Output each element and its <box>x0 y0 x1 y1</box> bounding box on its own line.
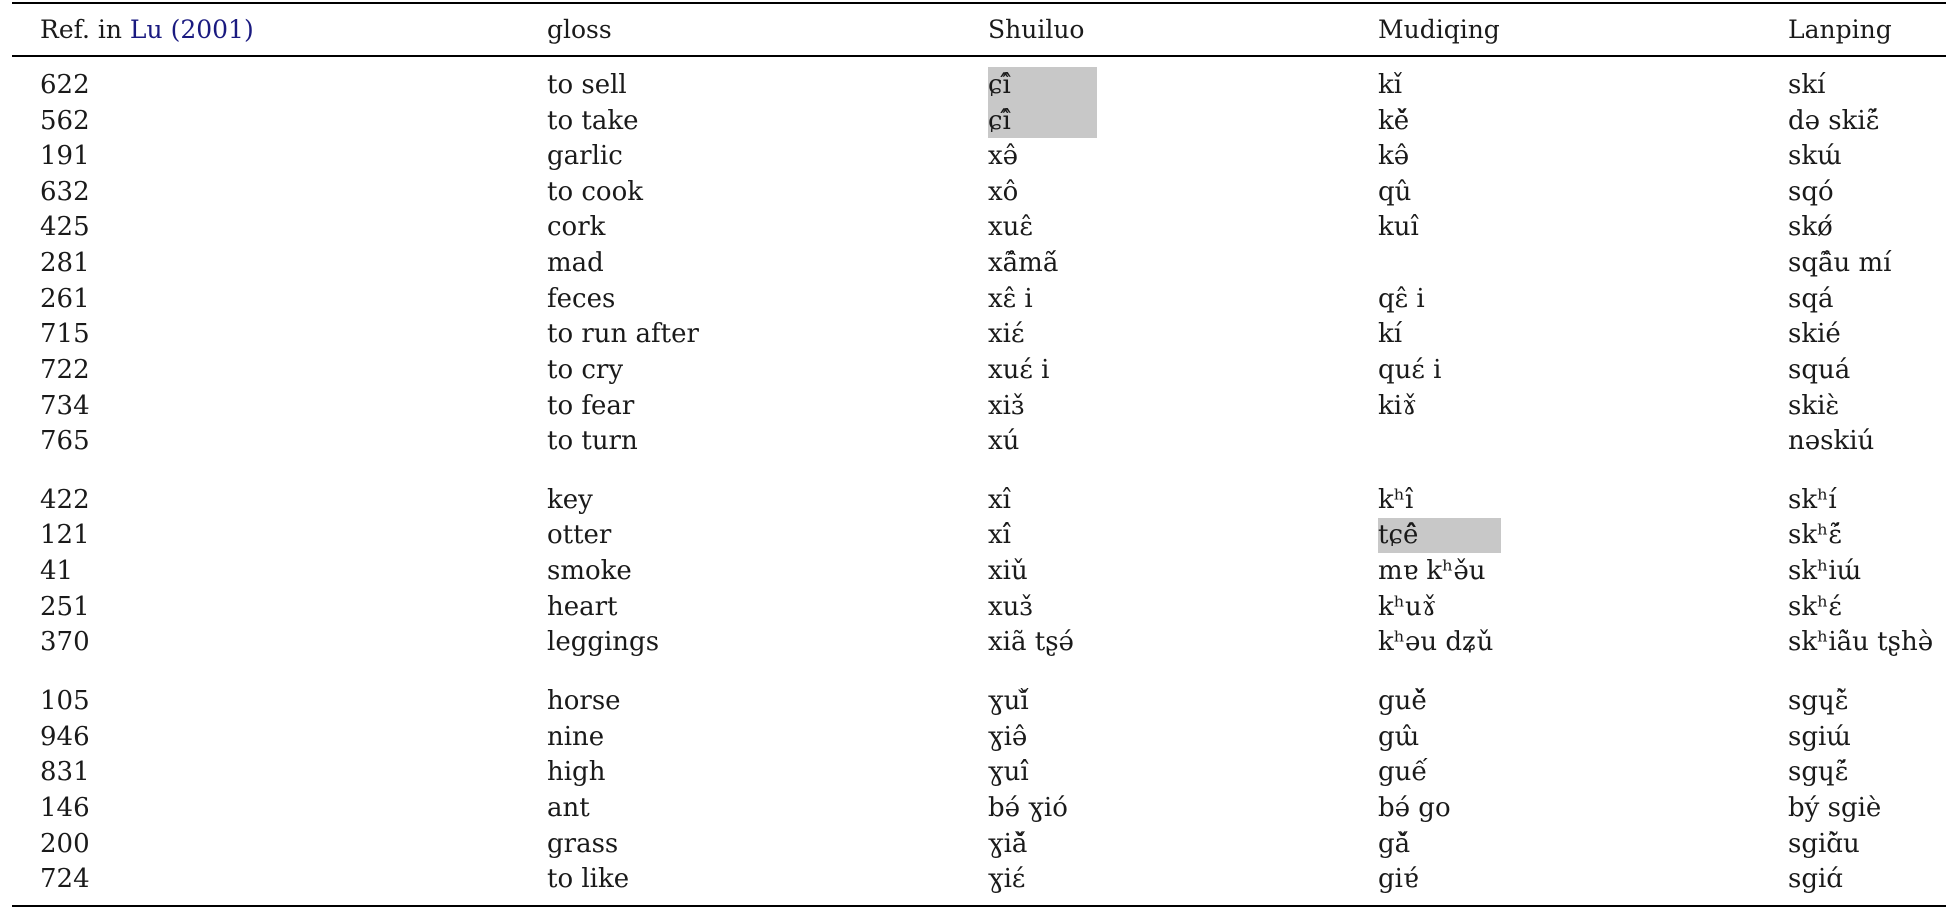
citation-link[interactable]: Lu (2001) <box>129 15 254 44</box>
cell-mudiqing: mɐ kʰə̌u <box>1378 556 1486 586</box>
cell-lanping: skié <box>1788 319 1841 349</box>
cell-lanping: də skiɛ̃́ <box>1788 106 1880 136</box>
cell-lanping: sqá <box>1788 284 1834 314</box>
table-row <box>12 316 1946 352</box>
cell-ref: 831 <box>40 757 90 787</box>
table-row <box>12 861 1946 897</box>
cell-ref: 632 <box>40 177 90 207</box>
table-row <box>12 281 1946 317</box>
cell-lanping: skiɛ̀ <box>1788 391 1839 421</box>
cell-mudiqing: tɕê̂ <box>1378 520 1419 550</box>
table-row <box>12 352 1946 388</box>
cell-mudiqing: gɯ̂ <box>1378 722 1420 752</box>
cell-shuiluo: xî́ <box>988 520 1011 550</box>
cell-shuiluo: xiã tʂə́ <box>988 627 1074 657</box>
cell-lanping: sgɥɛ̃̀ <box>1788 686 1849 716</box>
cell-gloss: to cook <box>547 177 643 207</box>
cell-ref: 105 <box>40 686 90 716</box>
cell-mudiqing: qɛ̂ i <box>1378 284 1425 314</box>
cell-mudiqing: guě̌ <box>1378 686 1427 716</box>
cell-ref: 281 <box>40 248 90 278</box>
cell-shuiluo: ɣiɛ́ <box>988 864 1026 894</box>
cell-mudiqing: kə̂ <box>1378 141 1410 171</box>
cell-shuiluo: ɕî̂ <box>988 70 1011 100</box>
cell-shuiluo: xuɛ́ i <box>988 355 1050 385</box>
cell-mudiqing: quɛ́ i <box>1378 355 1442 385</box>
cell-ref: 622 <box>40 70 90 100</box>
table-row <box>12 683 1946 719</box>
table-row <box>12 423 1946 459</box>
cell-lanping: skǿ <box>1788 212 1833 242</box>
cell-mudiqing: kǐ <box>1378 70 1403 100</box>
cell-shuiluo: xuɜ̌ <box>988 592 1033 622</box>
cell-shuiluo: xô <box>988 177 1019 207</box>
cell-lanping: sgiɯ́ <box>1788 722 1851 752</box>
cell-ref: 200 <box>40 829 90 859</box>
cell-mudiqing: kě̌ <box>1378 106 1410 136</box>
cell-shuiluo: xiǔ <box>988 556 1028 586</box>
cell-gloss: to like <box>547 864 630 894</box>
cell-gloss: leggings <box>547 627 660 657</box>
table-header-row <box>12 12 1946 48</box>
header-lanping: Lanping <box>1788 15 1892 44</box>
cell-shuiluo: xiɜ̌ <box>988 391 1025 421</box>
table-row <box>12 209 1946 245</box>
cell-gloss: ant <box>547 793 590 823</box>
cell-lanping: skʰiɯ́ <box>1788 556 1862 586</box>
table-row <box>12 388 1946 424</box>
cell-mudiqing: kʰî <box>1378 485 1414 515</box>
cell-lanping: squá <box>1788 355 1851 385</box>
cell-gloss: feces <box>547 284 616 314</box>
cell-ref: 251 <box>40 592 90 622</box>
table-header-rule <box>12 55 1946 57</box>
cell-gloss: heart <box>547 592 618 622</box>
table-row <box>12 138 1946 174</box>
table-row <box>12 754 1946 790</box>
cell-gloss: horse <box>547 686 621 716</box>
cell-gloss: high <box>547 757 606 787</box>
cell-gloss: to turn <box>547 426 638 456</box>
header-shuiluo: Shuiluo <box>988 15 1085 44</box>
cell-lanping: sgiɑ́ <box>1788 864 1843 894</box>
cell-shuiluo: bə́ ɣió <box>988 793 1068 823</box>
header-ref-prefix: Ref. in <box>40 15 130 44</box>
cell-ref: 765 <box>40 426 90 456</box>
table-bottom-rule <box>12 905 1946 907</box>
cell-shuiluo: ɣuǐ̌ <box>988 686 1029 716</box>
table-row <box>12 67 1946 103</box>
cell-ref: 946 <box>40 722 90 752</box>
cell-ref: 121 <box>40 520 90 550</box>
cell-ref: 422 <box>40 485 90 515</box>
header-mudiqing: Mudiqing <box>1378 15 1500 44</box>
cell-mudiqing: kuî <box>1378 212 1419 242</box>
cell-lanping: skʰiã̀u tʂhə̀ <box>1788 627 1934 657</box>
cell-lanping: sgiɑ̃̀u <box>1788 829 1860 859</box>
cell-gloss: to take <box>547 106 639 136</box>
cell-ref: 425 <box>40 212 90 242</box>
cell-mudiqing: kʰuɤ̌ <box>1378 592 1437 622</box>
cell-lanping: skʰɛ́ <box>1788 592 1842 622</box>
cell-lanping: skí <box>1788 70 1826 100</box>
table-row <box>12 826 1946 862</box>
header-ref <box>40 12 254 48</box>
cell-shuiluo: xuɛ̂ <box>988 212 1033 242</box>
cell-shuiluo: xã̂mã́ <box>988 248 1059 278</box>
cell-ref: 41 <box>40 556 74 586</box>
cell-shuiluo: xɛ̂ i <box>988 284 1033 314</box>
cell-shuiluo: xú <box>988 426 1020 456</box>
cell-shuiluo: xə̂ <box>988 141 1019 171</box>
cell-shuiluo: xî <box>988 485 1011 515</box>
cell-lanping: bý sgiè <box>1788 793 1882 823</box>
cell-mudiqing: kí <box>1378 319 1403 349</box>
table-row <box>12 719 1946 755</box>
header-gloss: gloss <box>547 15 612 44</box>
cell-gloss: smoke <box>547 556 632 586</box>
cell-ref: 370 <box>40 627 90 657</box>
cell-mudiqing: bə́ go <box>1378 793 1451 823</box>
cell-lanping: nəskiú <box>1788 426 1875 456</box>
table-row <box>12 482 1946 518</box>
cell-shuiluo: ɣiə̂ <box>988 722 1028 752</box>
table-row <box>12 790 1946 826</box>
table-top-rule <box>12 2 1946 4</box>
cell-shuiluo: ɣiǎ̌ <box>988 829 1028 859</box>
cell-gloss: mad <box>547 248 604 278</box>
cell-gloss: otter <box>547 520 612 550</box>
cell-mudiqing: gǎ̌ <box>1378 829 1411 859</box>
cell-lanping: sqó <box>1788 177 1834 207</box>
cell-gloss: garlic <box>547 141 623 171</box>
cell-gloss: cork <box>547 212 606 242</box>
table-row <box>12 245 1946 281</box>
cell-mudiqing: giɐ́ <box>1378 864 1419 894</box>
cell-lanping: skɯ́ <box>1788 141 1842 171</box>
cell-mudiqing: guế <box>1378 757 1428 787</box>
cell-ref: 734 <box>40 391 90 421</box>
cell-mudiqing: qû <box>1378 177 1412 207</box>
cell-lanping: skʰí <box>1788 485 1837 515</box>
cell-lanping: sqã̂u mí <box>1788 248 1892 278</box>
cell-shuiluo: ɕî̂ <box>988 106 1011 136</box>
cell-gloss: to sell <box>547 70 627 100</box>
table-row <box>12 589 1946 625</box>
cell-gloss: grass <box>547 829 619 859</box>
table-row <box>12 174 1946 210</box>
cell-ref: 191 <box>40 141 90 171</box>
cell-ref: 715 <box>40 319 90 349</box>
cell-gloss: nine <box>547 722 605 752</box>
cell-shuiluo: xiɛ́ <box>988 319 1025 349</box>
cell-ref: 724 <box>40 864 90 894</box>
cell-lanping: sgɥɛ̃́ <box>1788 757 1849 787</box>
comparison-table <box>12 0 1946 910</box>
cell-ref: 261 <box>40 284 90 314</box>
cell-shuiluo: ɣuî́ <box>988 757 1029 787</box>
cell-ref: 146 <box>40 793 90 823</box>
table-row <box>12 624 1946 660</box>
cell-mudiqing: kiɤ̌ <box>1378 391 1417 421</box>
cell-ref: 722 <box>40 355 90 385</box>
cell-gloss: to run after <box>547 319 699 349</box>
cell-lanping: skʰɛ̃́ <box>1788 520 1842 550</box>
cell-gloss: to fear <box>547 391 635 421</box>
cell-ref: 562 <box>40 106 90 136</box>
table-row <box>12 103 1946 139</box>
table-row <box>12 517 1946 553</box>
cell-gloss: to cry <box>547 355 624 385</box>
table-row <box>12 553 1946 589</box>
cell-mudiqing: kʰəu dʑǔ <box>1378 627 1494 657</box>
cell-gloss: key <box>547 485 593 515</box>
